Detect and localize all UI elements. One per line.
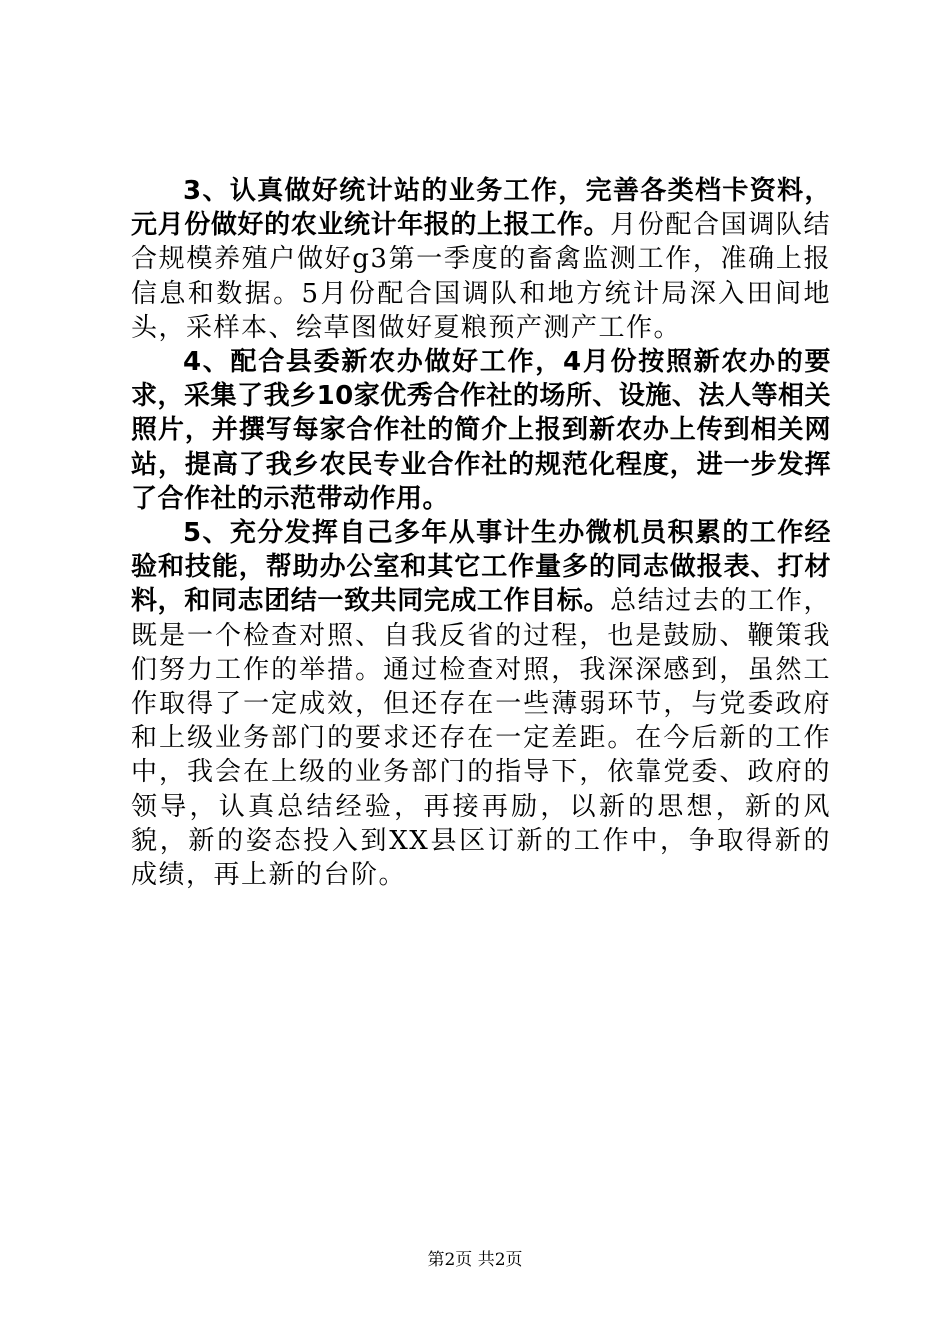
- paragraph-item-4: [131, 345, 831, 516]
- paragraph-item-3: [131, 174, 831, 345]
- document-body: [131, 174, 831, 892]
- paragraph-bold-text: 4、配合县委新农办做好工作，4月份按照新农办的要求，采集了我乡10家优秀合作社的场所、设施、法人等相关照片，并撰写每家合作社的简介上报到新农办上传到相关网站，提高了我乡农民专业合作社的规范化程度，进一步发挥了合作社的示范带动作用。: [131, 347, 831, 514]
- paragraph-bold-text: 3、认真做好统计站的业务工作，完善各类档卡资料，元月份做好的农业统计年报的上报工作。: [131, 176, 831, 241]
- paragraph-regular-text: 月份配合国调队结合规模养殖户做好g3第一季度的畜禽监测工作，准确上报信息和数据。5月份配合国调队和地方统计局深入田间地头，采样本、绘草图做好夏粮预产测产工作。: [131, 210, 831, 343]
- page-number-footer: 第2页 共2页: [427, 1250, 523, 1270]
- paragraph-item-5: [131, 516, 831, 892]
- paragraph-bold-text: 5、充分发挥自己多年从事计生办微机员积累的工作经验和技能，帮助办公室和其它工作量多的同志做报表、打材料，和同志团结一致共同完成工作目标。: [131, 518, 831, 617]
- paragraph-regular-text: 总结过去的工作，既是一个检查对照、自我反省的过程，也是鼓励、鞭策我们努力工作的举措。通过检查对照，我深深感到，虽然工作取得了一定成效，但还存在一些薄弱环节，与党委政府和上级业务部门的要求还存在一定差距。在今后新的工作中，我会在上级的业务部门的指导下，依靠党委、政府的领导，认真总结经验，再接再励，以新的思想，新的风貌，新的姿态投入到XX县区订新的工作中，争取得新的成绩，再上新的台阶。: [131, 586, 831, 891]
